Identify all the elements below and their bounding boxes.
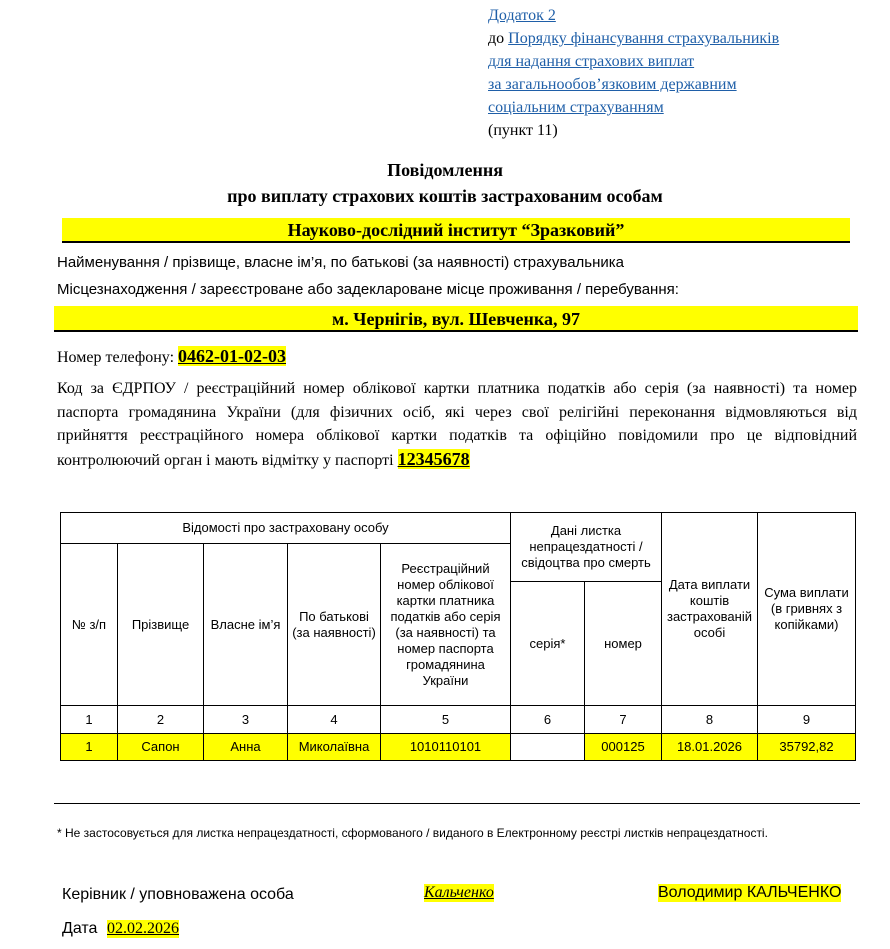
code-value[interactable]: 12345678 (397, 448, 470, 469)
procedure-link-line3[interactable]: за загальнообов’язковим державним (488, 76, 737, 93)
signer-name[interactable]: Володимир КАЛЬЧЕНКО (658, 884, 842, 901)
signature-field[interactable]: Кальченко (424, 884, 494, 901)
appendix-header (488, 4, 779, 142)
signer-label: Керівник / уповноважена особа (62, 886, 294, 903)
header-person-group: Відомості про застраховану особу (61, 513, 511, 544)
phone-line (57, 346, 286, 367)
document-subtitle: про виплату страхових коштів застрахованим особам (227, 186, 663, 206)
header-row-number: № з/п (61, 544, 118, 706)
column-index: 7 (585, 706, 662, 734)
code-paragraph (57, 377, 857, 472)
phone-value[interactable]: 0462-01-02-03 (178, 346, 286, 366)
to-word: до (488, 30, 509, 47)
document-title: Повідомлення (387, 160, 503, 180)
header-payment-sum: Сума виплати (в гривнях з копійками) (758, 513, 856, 706)
header-series: серія* (511, 582, 585, 706)
cell-number[interactable]: 000125 (585, 734, 662, 761)
location-caption: Місцезнаходження / зареєстроване або задеклароване місце проживання / перебування: (57, 281, 679, 298)
appendix-link[interactable]: Додаток 2 (488, 7, 556, 24)
insurer-name-field[interactable]: Науково-дослідний інститут “Зразковий” (62, 218, 850, 243)
footnote: * Не застосовується для листка непрацездатності, сформованого / виданого в Електронному реєстрі листків непрацездатності. (57, 826, 768, 840)
table-row (61, 734, 856, 761)
header-surname: Прізвище (118, 544, 204, 706)
address-field[interactable]: м. Чернігів, вул. Шевченка, 97 (54, 306, 858, 332)
column-index: 9 (758, 706, 856, 734)
cell-row-number[interactable]: 1 (61, 734, 118, 761)
column-index: 1 (61, 706, 118, 734)
procedure-link-line4[interactable]: соціальним страхуванням (488, 99, 664, 116)
cell-registration-number[interactable]: 1010110101 (381, 734, 511, 761)
procedure-link-line1[interactable]: Порядку фінансування страхувальників (508, 30, 780, 47)
header-sheet-group: Дані листка непрацездатності / свідоцтва про смерть (511, 513, 662, 582)
column-index: 3 (204, 706, 288, 734)
header-number: номер (585, 582, 662, 706)
header-first-name: Власне ім’я (204, 544, 288, 706)
column-index: 6 (511, 706, 585, 734)
header-registration-number: Реєстраційний номер облікової картки платника податків або серія (за наявності) та номер паспорта громадянина України (381, 544, 511, 706)
cell-payment-sum[interactable]: 35792,82 (758, 734, 856, 761)
header-patronymic: По батькові (за наявності) (288, 544, 381, 706)
insurer-name-caption: Найменування / прізвище, власне ім’я, по батькові (за наявності) страхувальника (57, 254, 625, 271)
footnote-divider (54, 803, 860, 804)
column-index: 8 (662, 706, 758, 734)
cell-surname[interactable]: Сапон (118, 734, 204, 761)
column-index: 4 (288, 706, 381, 734)
procedure-link-line2[interactable]: для надання страхових виплат (488, 53, 695, 70)
column-index-row (61, 706, 856, 734)
clause-reference: (пункт 11) (488, 122, 558, 139)
phone-label: Номер телефону: (57, 349, 179, 366)
cell-payment-date[interactable]: 18.01.2026 (662, 734, 758, 761)
cell-first-name[interactable]: Анна (204, 734, 288, 761)
date-value[interactable]: 02.02.2026 (107, 920, 179, 937)
column-index: 2 (118, 706, 204, 734)
insured-persons-table (60, 512, 856, 761)
date-label: Дата (62, 920, 98, 937)
column-index: 5 (381, 706, 511, 734)
cell-series[interactable] (511, 734, 585, 761)
code-text: Код за ЄДРПОУ / реєстраційний номер облікової картки платника податків або серія (за наявності) та номер паспорта громадянина України (для фізичних осіб, які через свої релігійні переконання відмовляються від прийняття реєстраційного номера облікової картки податків та офіційно повідомили про це відповідний контролюючий орган і мають відмітку у паспорті (57, 380, 857, 469)
header-payment-date: Дата виплати коштів застрахованій особі (662, 513, 758, 706)
cell-patronymic[interactable]: Миколаївна (288, 734, 381, 761)
